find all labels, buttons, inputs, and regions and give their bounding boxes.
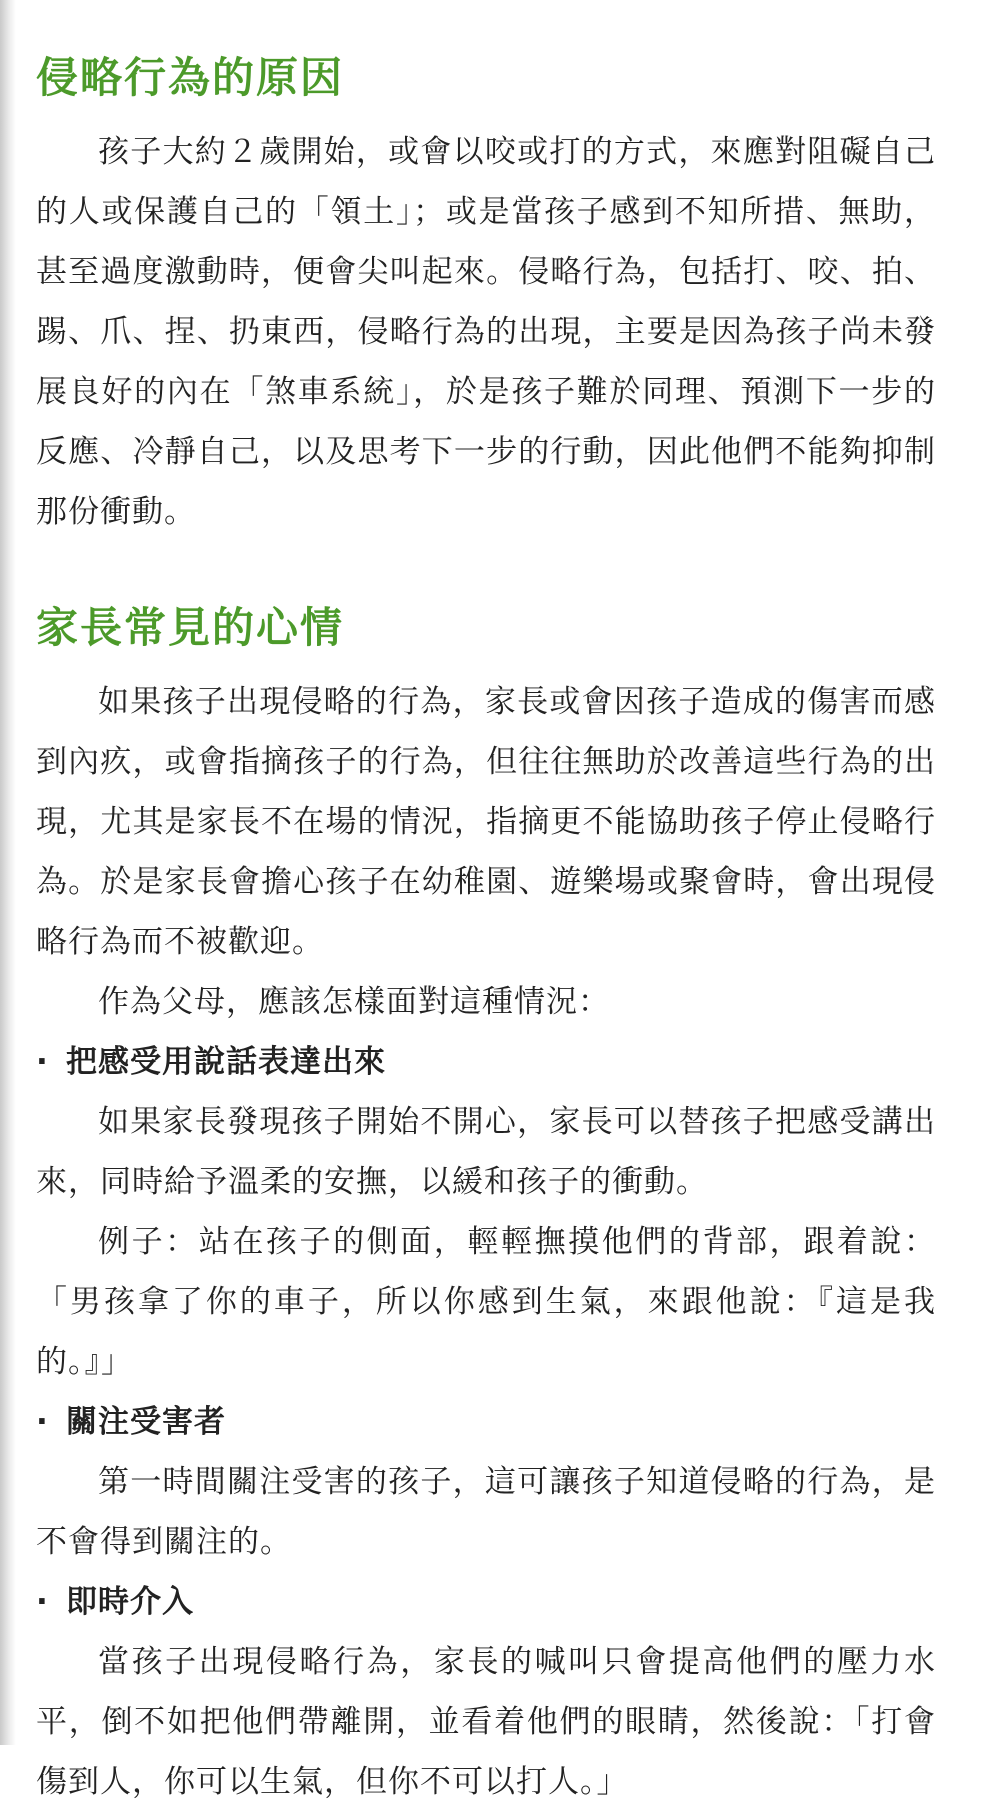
section-title-parent-feelings: 家長常見的心情 [36,603,345,652]
paragraph-example: 例子：站在孩子的側面，輕輕撫摸他們的背部，跟着說：「男孩拿了你的車子，所以你感到生氣，來跟他說：『這是我的。』」 [36,1224,936,1380]
paragraph-how-to-face: 作為父母，應該怎樣面對這種情況： [98,984,610,1020]
paragraph-express-feelings: 如果家長發現孩子開始不開心，家長可以替孩子把感受講出來，同時給予溫柔的安撫，以緩和孩子的衝動。 [36,1104,936,1200]
bullet-dot: · [36,1404,49,1440]
bullet-title: 即時介入 [66,1584,194,1620]
bullet-title: 關注受害者 [66,1404,226,1440]
bullet-dot: · [36,1044,49,1080]
document-page [36,48,936,1812]
bullet-intervene [36,1572,936,1632]
page-edge-shadow [0,0,16,1745]
bullet-express-feelings [36,1032,936,1092]
paragraph-intervene: 當孩子出現侵略行為，家長的喊叫只會提高他們的壓力水平，倒不如把他們帶離開，並看着他們的眼睛，然後說：「打會傷到人，你可以生氣，但你不可以打人。」 [36,1644,936,1800]
bullet-title: 把感受用說話表達出來 [66,1044,386,1080]
paragraph-attend-victim: 第一時間關注受害的孩子，這可讓孩子知道侵略的行為，是不會得到關注的。 [36,1464,936,1560]
section-title-aggression-causes: 侵略行為的原因 [36,53,345,102]
paragraph-aggression-causes: 孩子大約２歲開始，或會以咬或打的方式，來應對阻礙自己的人或保護自己的「領土」；或是當孩子感到不知所措、無助，甚至過度激動時，便會尖叫起來。侵略行為，包括打、咬、拍、踢、爪、捏、扔東西，侵略行為的出現，主要是因為孩子尚未發展良好的內在「煞車系統」，於是孩子難於同理、預測下一步的反應、冷靜自己，以及思考下一步的行動，因此他們不能夠抑制那份衝動。 [36,134,936,530]
bullet-dot: · [36,1584,49,1620]
paragraph-parent-feelings: 如果孩子出現侵略的行為，家長或會因孩子造成的傷害而感到內疚，或會指摘孩子的行為，但往往無助於改善這些行為的出現，尤其是家長不在場的情況，指摘更不能協助孩子停止侵略行為。於是家長會擔心孩子在幼稚園、遊樂場或聚會時，會出現侵略行為而不被歡迎。 [36,684,936,960]
bullet-attend-victim [36,1392,936,1452]
